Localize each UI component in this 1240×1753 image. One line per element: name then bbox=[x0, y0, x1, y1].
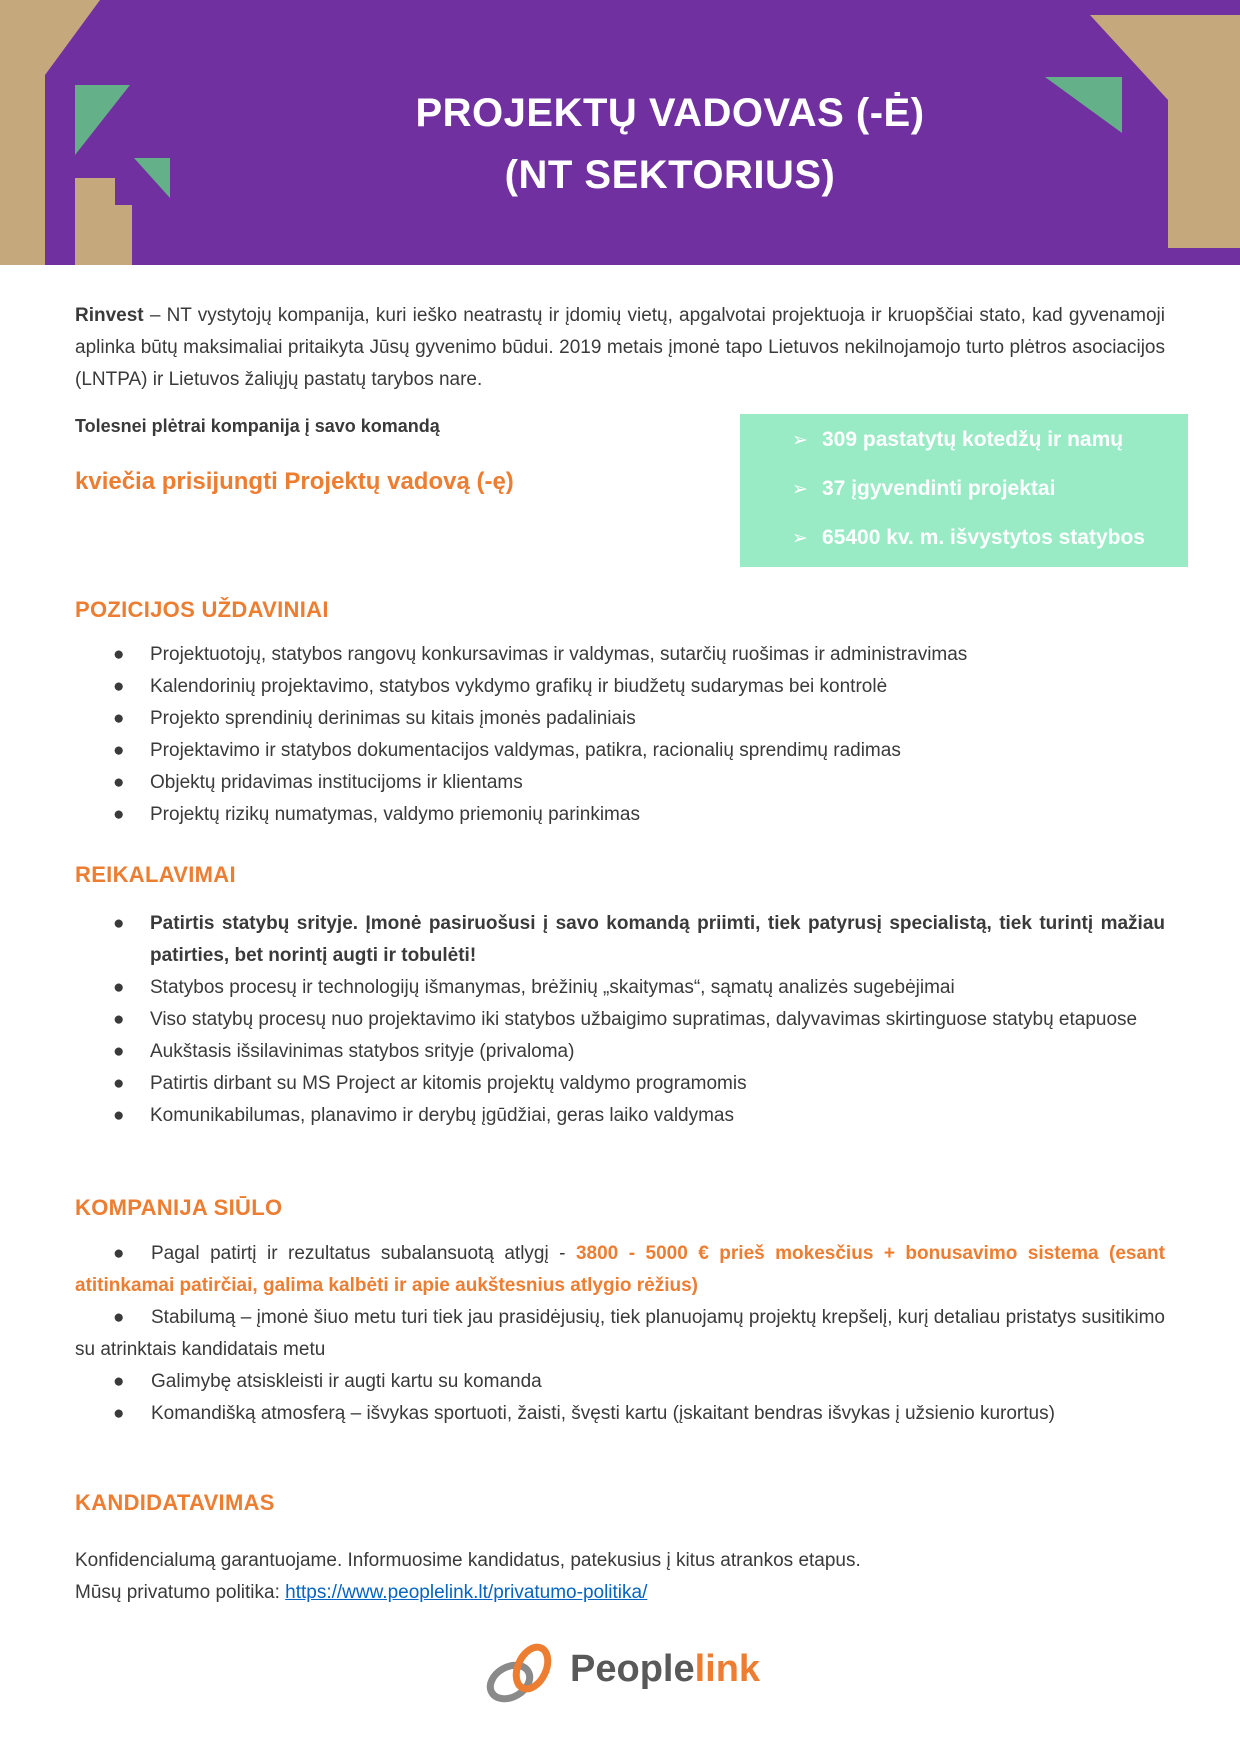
list-item: ● Projektavimo ir statybos dokumentacijos valdymas, patikra, racionalių sprendimų radimas bbox=[75, 735, 1165, 767]
list-item: ● Pagal patirtį ir rezultatus subalansuotą atlygį - 3800 - 5000 € prieš mokesčius + bonusavimo sistema (esant atitinkamai patirčiai, galima kalbėti ir apie aukštesnius atlygio rėžius) bbox=[75, 1238, 1165, 1302]
list-item: ● Stabilumą – įmonė šiuo metu turi tiek jau prasidėjusių, tiek planuojamų projektų krepšelį, kurį detaliau pristatys susitikimo su atrinktais kandidatais metu bbox=[75, 1302, 1165, 1366]
header-banner bbox=[0, 0, 1240, 265]
invite-text: kviečia prisijungti Projektų vadovą (-ę) bbox=[75, 468, 514, 495]
privacy-line bbox=[75, 1577, 1165, 1609]
peoplelink-logo bbox=[480, 1638, 770, 1710]
bullet-icon: ● bbox=[113, 772, 125, 793]
list-item: ● Aukštasis išsilavinimas statybos srityje (privaloma) bbox=[75, 1036, 1165, 1068]
list-item: ● Objektų pridavimas institucijoms ir klientams bbox=[75, 767, 1165, 799]
bullet-icon: ● bbox=[113, 676, 125, 697]
stats-box bbox=[740, 414, 1188, 567]
bullet-icon: ● bbox=[113, 1073, 125, 1094]
offer-heading: KOMPANIJA SIŪLO bbox=[75, 1195, 283, 1220]
list-item: ● Komunikabilumas, planavimo ir derybų įgūdžiai, geras laiko valdymas bbox=[75, 1100, 1165, 1132]
list-item: ● Kalendorinių projektavimo, statybos vykdymo grafikų ir biudžetų sudarymas bei kontrolė bbox=[75, 671, 1165, 703]
tasks-heading: POZICIJOS UŽDAVINIAI bbox=[75, 597, 329, 622]
list-item: ● Viso statybų procesų nuo projektavimo iki statybos užbaigimo supratimas, dalyvavimas skirtinguose statybų etapuose bbox=[75, 1004, 1165, 1036]
bullet-icon: ● bbox=[113, 977, 125, 998]
stat-item: ➢ 37 įgyvendinti projektai bbox=[792, 474, 1055, 505]
apply-heading: KANDIDATAVIMAS bbox=[75, 1490, 275, 1515]
bullet-icon: ● bbox=[113, 1307, 125, 1328]
title-line-2: (NT SEKTORIUS) bbox=[504, 153, 836, 197]
logo-mark-icon bbox=[480, 1638, 560, 1710]
privacy-label: Mūsų privatumo politika: bbox=[75, 1582, 286, 1603]
bullet-icon: ● bbox=[113, 740, 125, 761]
list-item: ● Projekto sprendinių derinimas su kitais įmonės padaliniais bbox=[75, 703, 1165, 735]
stat-item: ➢ 65400 kv. m. išvystytos statybos bbox=[792, 523, 1145, 554]
logo-text: Peoplelink bbox=[570, 1648, 761, 1690]
left-decoration bbox=[0, 0, 200, 265]
offer-list bbox=[75, 1238, 1165, 1430]
requirements-list bbox=[75, 908, 1165, 1132]
intro-text: – NT vystytojų kompanija, kuri ieško neatrastų ir įdomių vietų, apgalvotai projektuoja ir kruopščiai stato, kad gyvenamoji aplinka būtų maksimaliai pritaikyta Jūsų gyvenimo būdui. 2019 metais įmonė tapo Lietuvos nekilnojamojo turto plėtros asociacijos (LNTPA) ir Lietuvos žaliųjų pastatų tarybos nare. bbox=[75, 305, 1165, 390]
bullet-icon: ● bbox=[113, 708, 125, 729]
bullet-icon: ● bbox=[113, 913, 125, 934]
bullet-icon: ● bbox=[113, 1243, 125, 1264]
privacy-link[interactable]: https://www.peoplelink.lt/privatumo-politika/ bbox=[285, 1582, 648, 1603]
bullet-icon: ● bbox=[113, 644, 125, 665]
list-item: ● Patirtis dirbant su MS Project ar kitomis projektų valdymo programomis bbox=[75, 1068, 1165, 1100]
right-decoration bbox=[1040, 0, 1240, 265]
bullet-icon: ● bbox=[113, 804, 125, 825]
bullet-icon: ● bbox=[113, 1403, 125, 1424]
list-item: ● Projektuotojų, statybos rangovų konkursavimas ir valdymas, sutarčių ruošimas ir administravimas bbox=[75, 639, 1165, 671]
list-item: ● Patirtis statybų srityje. Įmonė pasiruošusi į savo komandą priimti, tiek patyrusį specialistą, tiek turintį mažiau patirties, bet norintį augti ir tobulėti! bbox=[75, 908, 1165, 972]
salary-highlight: 3800 - 5000 € prieš mokesčius + bonusavimo sistema (esant atitinkamai patirčiai, galima kalbėti ir apie aukštesnius atlygio rėžius) bbox=[75, 1243, 1165, 1296]
arrow-icon: ➢ bbox=[792, 479, 808, 500]
bullet-icon: ● bbox=[113, 1371, 125, 1392]
list-item: ● Projektų rizikų numatymas, valdymo priemonių parinkimas bbox=[75, 799, 1165, 831]
list-item: ● Galimybę atsiskleisti ir augti kartu su komanda bbox=[75, 1366, 1165, 1398]
title-line-1: PROJEKTŲ VADOVAS (-Ė) bbox=[415, 91, 925, 135]
apply-text: Konfidencialumą garantuojame. Informuosime kandidatus, patekusius į kitus atrankos etapus. bbox=[75, 1550, 861, 1571]
apply-section bbox=[75, 1545, 1165, 1609]
list-item: ● Komandišką atmosferą – išvykas sportuoti, žaisti, švęsti kartu (įskaitant bendras išvykas į užsienio kurortus) bbox=[75, 1398, 1165, 1430]
tasks-list bbox=[75, 639, 1165, 831]
arrow-icon: ➢ bbox=[792, 528, 808, 549]
page-title bbox=[330, 82, 1010, 206]
lead-text: Tolesnei plėtrai kompanija į savo komandą bbox=[75, 416, 440, 436]
bullet-icon: ● bbox=[113, 1009, 125, 1030]
list-item: ● Statybos procesų ir technologijų išmanymas, brėžinių „skaitymas“, sąmatų analizės sugebėjimai bbox=[75, 972, 1165, 1004]
arrow-icon: ➢ bbox=[792, 430, 808, 451]
bullet-icon: ● bbox=[113, 1105, 125, 1126]
company-name: Rinvest bbox=[75, 305, 144, 326]
requirements-heading: REIKALAVIMAI bbox=[75, 862, 236, 887]
bullet-icon: ● bbox=[113, 1041, 125, 1062]
stat-item: ➢ 309 pastatytų kotedžų ir namų bbox=[792, 425, 1123, 456]
intro-paragraph bbox=[75, 300, 1165, 396]
